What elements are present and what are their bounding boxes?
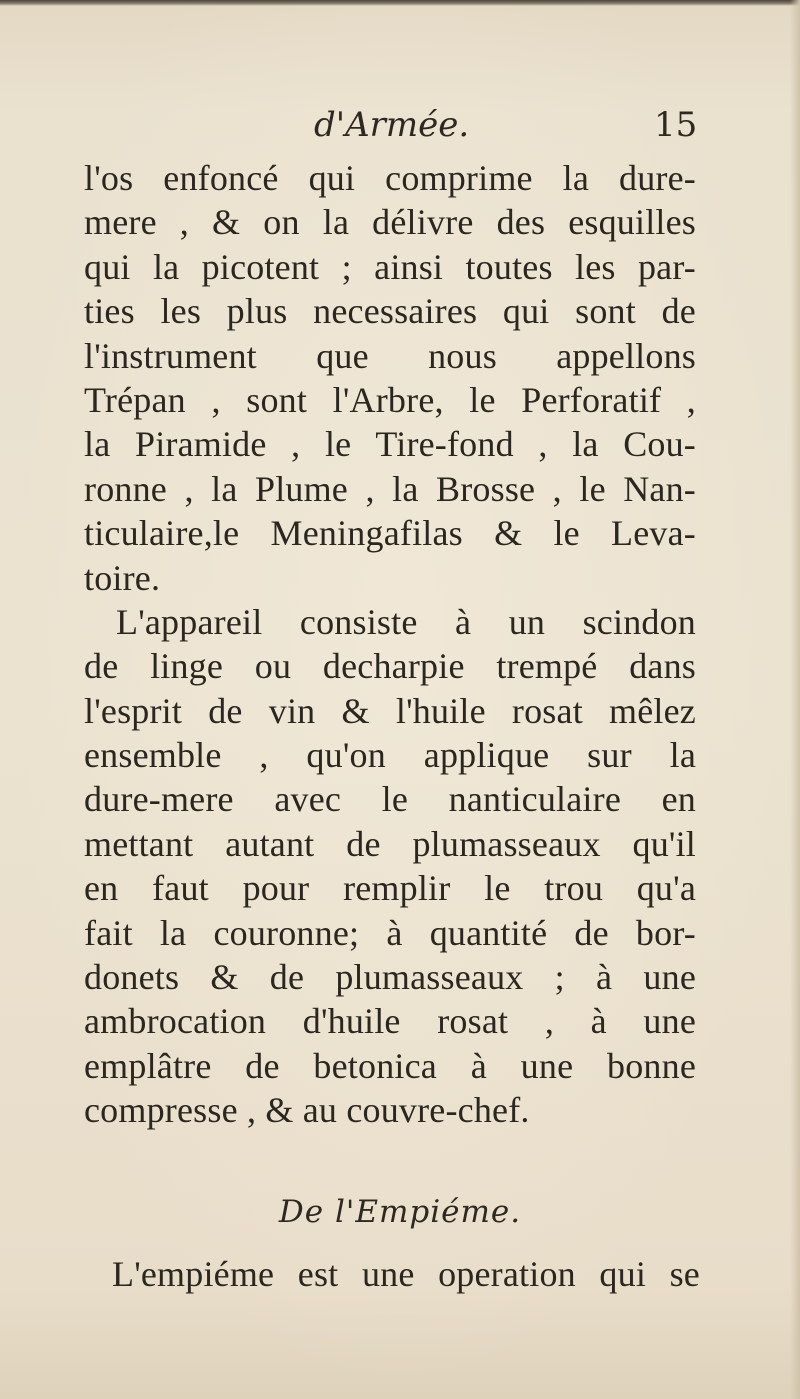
text-line: donets & de plumasseaux ; à une: [84, 957, 696, 998]
text-line: mettant autant de plumasseaux qu'il: [84, 823, 696, 864]
page-top-edge: [0, 0, 800, 6]
page-number: 15: [654, 105, 698, 145]
section-heading: De l'Empiéme.: [278, 1194, 522, 1230]
page-right-edge: [790, 0, 800, 1399]
text-line: ronne , la Plume , la Brosse , le Nan-: [84, 468, 696, 509]
text-line: l'instrument que nous appellons: [84, 335, 696, 376]
text-line: ambrocation d'huile rosat , à une: [84, 1001, 696, 1042]
body-text-continued: [112, 1252, 700, 1296]
text-line: l'esprit de vin & l'huile rosat mêlez: [84, 690, 696, 731]
paragraph-first-line: L'appareil consiste à un scindon: [116, 601, 696, 642]
page-header: [0, 102, 800, 148]
body-text: [84, 156, 696, 1133]
text-line: mere , & on la délivre des esquilles: [84, 202, 696, 243]
text-line: emplâtre de betonica à une bonne: [84, 1045, 696, 1086]
text-line: compresse , & au couvre-chef.: [84, 1090, 530, 1131]
text-line: Trépan , sont l'Arbre, le Perforatif ,: [84, 379, 696, 420]
text-line: de linge ou decharpie trempé dans: [84, 646, 696, 687]
running-head: d'Armée.: [314, 105, 470, 145]
text-line: qui la picotent ; ainsi toutes les par-: [84, 246, 696, 287]
text-line: l'os enfoncé qui comprime la dure-: [84, 158, 696, 198]
text-line: dure-mere avec le nanticulaire en: [84, 779, 696, 820]
text-line: la Piramide , le Tire-fond , la Cou-: [84, 424, 696, 465]
text-line: fait la couronne; à quantité de bor-: [84, 912, 696, 953]
text-line: ensemble , qu'on applique sur la: [84, 735, 696, 776]
text-line: ties les plus necessaires qui sont de: [84, 291, 696, 332]
text-line: toire.: [84, 557, 161, 598]
paragraph-first-line: L'empiéme est une operation qui se: [112, 1254, 700, 1294]
text-line: en faut pour remplir le trou qu'a: [84, 868, 696, 909]
text-line: ticulaire,le Meningafilas & le Leva-: [84, 513, 696, 554]
